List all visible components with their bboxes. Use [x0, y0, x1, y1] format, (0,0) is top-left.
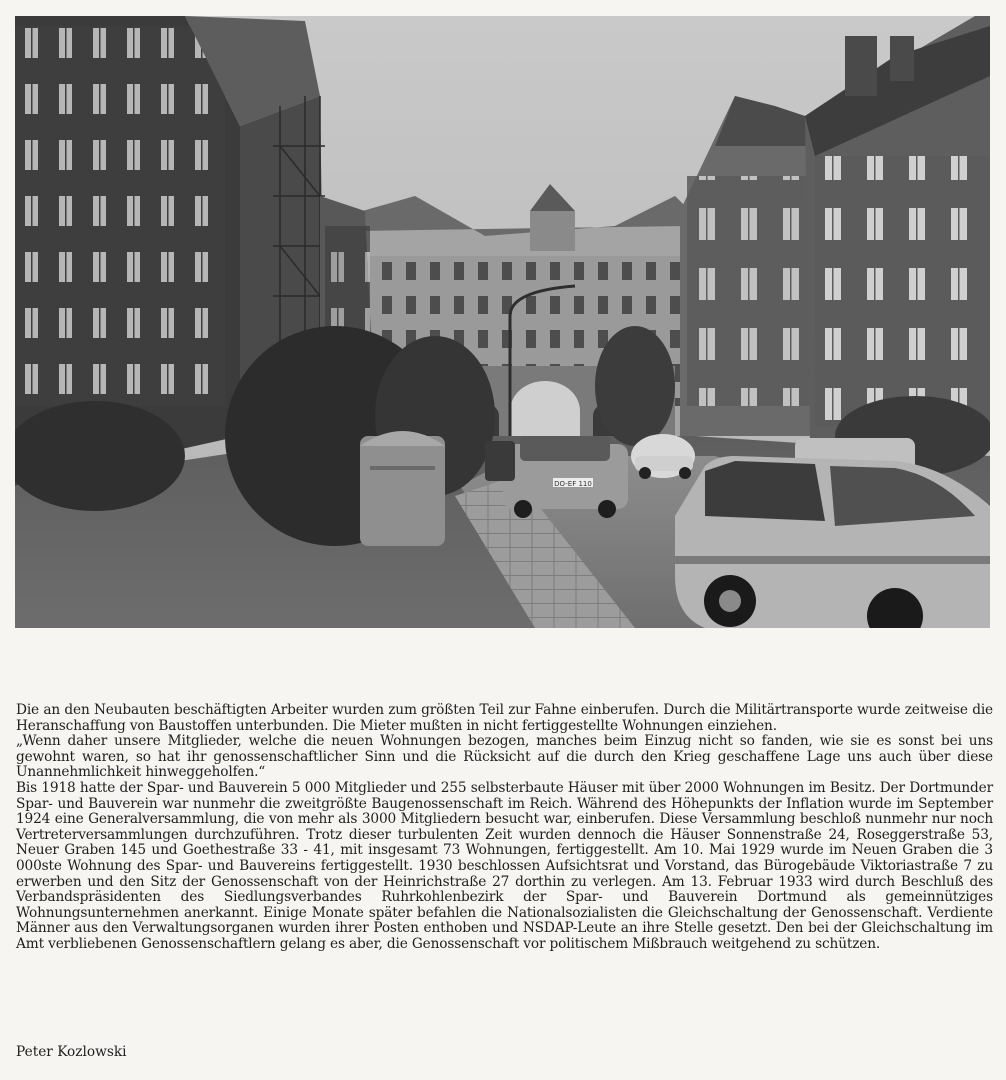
paragraph-1: Die an den Neubauten beschäftigten Arbeiter wurden zum größten Teil zur Fahne einberufen. Durch die Militärtransporte wurde zeitweise die Heranschaffung von Baustoffen unterbunden. Die Mieter mußten in nicht fertiggestellte Wohnungen einziehen.: [16, 702, 993, 734]
license-plate: DO-EF 110: [554, 480, 592, 488]
courtyard-photo: [15, 16, 990, 628]
article-text: [16, 703, 993, 953]
photo-courtyard-icon: [15, 16, 990, 628]
paragraph-3: Bis 1918 hatte der Spar- und Bauverein 5 000 Mitglieder und 255 selbsterbaute Häuser mit über 2000 Wohnungen im Besitz. Der Dortmunder Spar- und Bauverein war nunmehr die zweitgrößte Baugenossenschaft im Reich. Während des Höhepunkts der Inflation wurde im September 1924 eine Generalversammlung, die von mehr als 3000 Mitgliedern besucht war, einberufen. Diese Versammlung beschloß nunmehr nur noch Vertreterversammlungen durchzuführen. Trotz dieser turbulenten Zeit wurden dennoch die Häuser Sonnenstraße 24, Roseggerstraße 53, Neuer Graben 145 und Goethestraße 33 - 41, mit insgesamt 73 Wohnungen, fertiggestellt. Am 10. Mai 1929 wurde im Neuen Graben die 3 000ste Wohnung des Spar- und Bauvereins fertiggestellt. 1930 beschlossen Aufsichtsrat und Vorstand, das Bürogebäude Viktoriastraße 7 zu erwerben und den Sitz der Genossenschaft von der Heinrichstraße 27 dorthin zu verlegen. Am 13. Februar 1933 wird durch Beschluß des Verbandspräsidenten des Siedlungsverbandes Ruhrkohlenbezirk der Spar- und Bauverein Dortmund als gemeinnütziges Wohnungsunternehmen anerkannt. Einige Monate später befahlen die Nationalsozialisten die Gleichschaltung der Genossenschaft. Verdiente Männer aus den Verwaltungsorganen wurden ihrer Posten enthoben und NSDAP-Leute an ihre Stelle gesetzt. Den bei der Gleichschaltung im Amt verbliebenen Genossenschaftlern gelang es aber, die Genossenschaft vor politischem Mißbrauch weitgehend zu schützen.: [16, 779, 993, 952]
paragraph-2-quote: „Wenn daher unsere Mitglieder, welche die neuen Wohnungen bezogen, manches beim Einzug nicht so fanden, wie sie es sonst bei uns gewohnt waren, so hat ihr genossenschaftlicher Sinn und die Rücksicht auf die durch den Krieg geschaffene Lage uns auch über diese Unannehmlichkeit hinweggeholfen.“: [16, 733, 993, 781]
author-name: Peter Kozlowski: [16, 1044, 127, 1060]
